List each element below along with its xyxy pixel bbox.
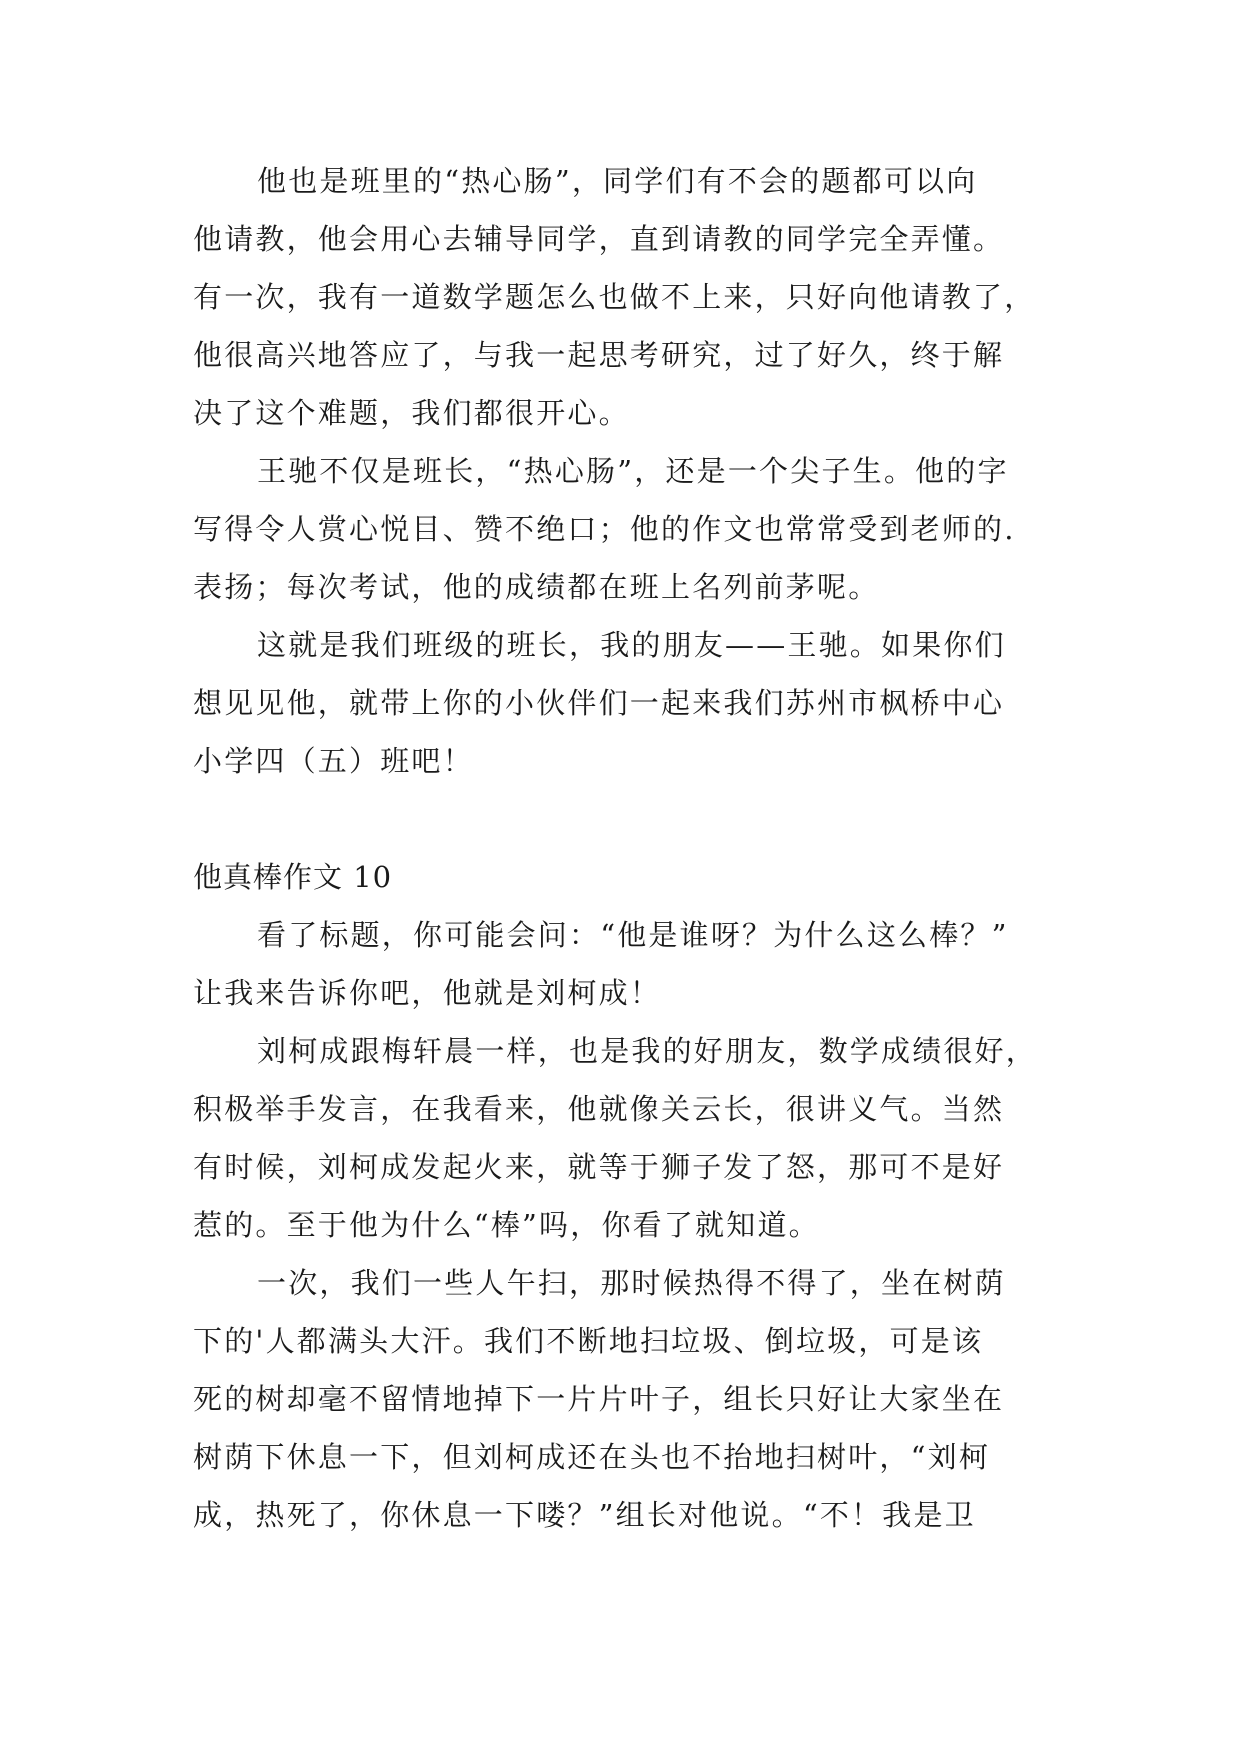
text-line: 死的树却毫不留情地掉下一片片叶子，组长只好让大家坐在 [193,1382,1005,1416]
text-line: 小学四（五）班吧！ [193,744,474,778]
text-line: 刘柯成跟梅轩晨一样，也是我的好朋友，数学成绩很好， [257,1034,1038,1068]
text-line: 让我来告诉你吧，他就是刘柯成！ [193,976,662,1010]
text-line: 王驰不仅是班长，“热心肠”，还是一个尖子生。他的字 [257,454,1009,488]
text-line: 这就是我们班级的班长，我的朋友——王驰。如果你们 [257,628,1006,662]
text-line: 决了这个难题，我们都很开心。 [193,396,630,430]
text-line: 他也是班里的“热心肠”，同学们有不会的题都可以向 [257,164,978,198]
text-line: 惹的。至于他为什么“棒”吗，你看了就知道。 [193,1208,820,1242]
text-line: 下的'人都满头大汗。我们不断地扫垃圾、倒垃圾，可是该 [193,1324,984,1358]
text-line: 想见见他，就带上你的小伙伴们一起来我们苏州市枫桥中心 [193,686,1005,720]
text-line: 写得令人赏心悦目、赞不绝口；他的作文也常常受到老师的. [193,512,1016,546]
text-line: 他很高兴地答应了，与我一起思考研究，过了好久，终于解 [193,338,1005,372]
text-line: 表扬；每次考试，他的成绩都在班上名列前茅呢。 [193,570,880,604]
text-line: 有时候，刘柯成发起火来，就等于狮子发了怒，那可不是好 [193,1150,1005,1184]
text-line: 有一次，我有一道数学题怎么也做不上来，只好向他请教了， [193,280,1036,314]
essay-title: 他真棒作文 10 [193,860,393,894]
text-line: 一次，我们一些人午扫，那时候热得不得了，坐在树荫 [257,1266,1006,1300]
text-line: 树荫下休息一下，但刘柯成还在头也不抬地扫树叶，“刘柯 [193,1440,991,1474]
text-line: 成，热死了，你休息一下喽？”组长对他说。“不！我是卫 [193,1498,976,1532]
text-line: 积极举手发言，在我看来，他就像关云长，很讲义气。当然 [193,1092,1005,1126]
text-line: 看了标题，你可能会问：“他是谁呀？为什么这么棒？” [257,918,1009,952]
text-line: 他请教，他会用心去辅导同学，直到请教的同学完全弄懂。 [193,222,1005,256]
